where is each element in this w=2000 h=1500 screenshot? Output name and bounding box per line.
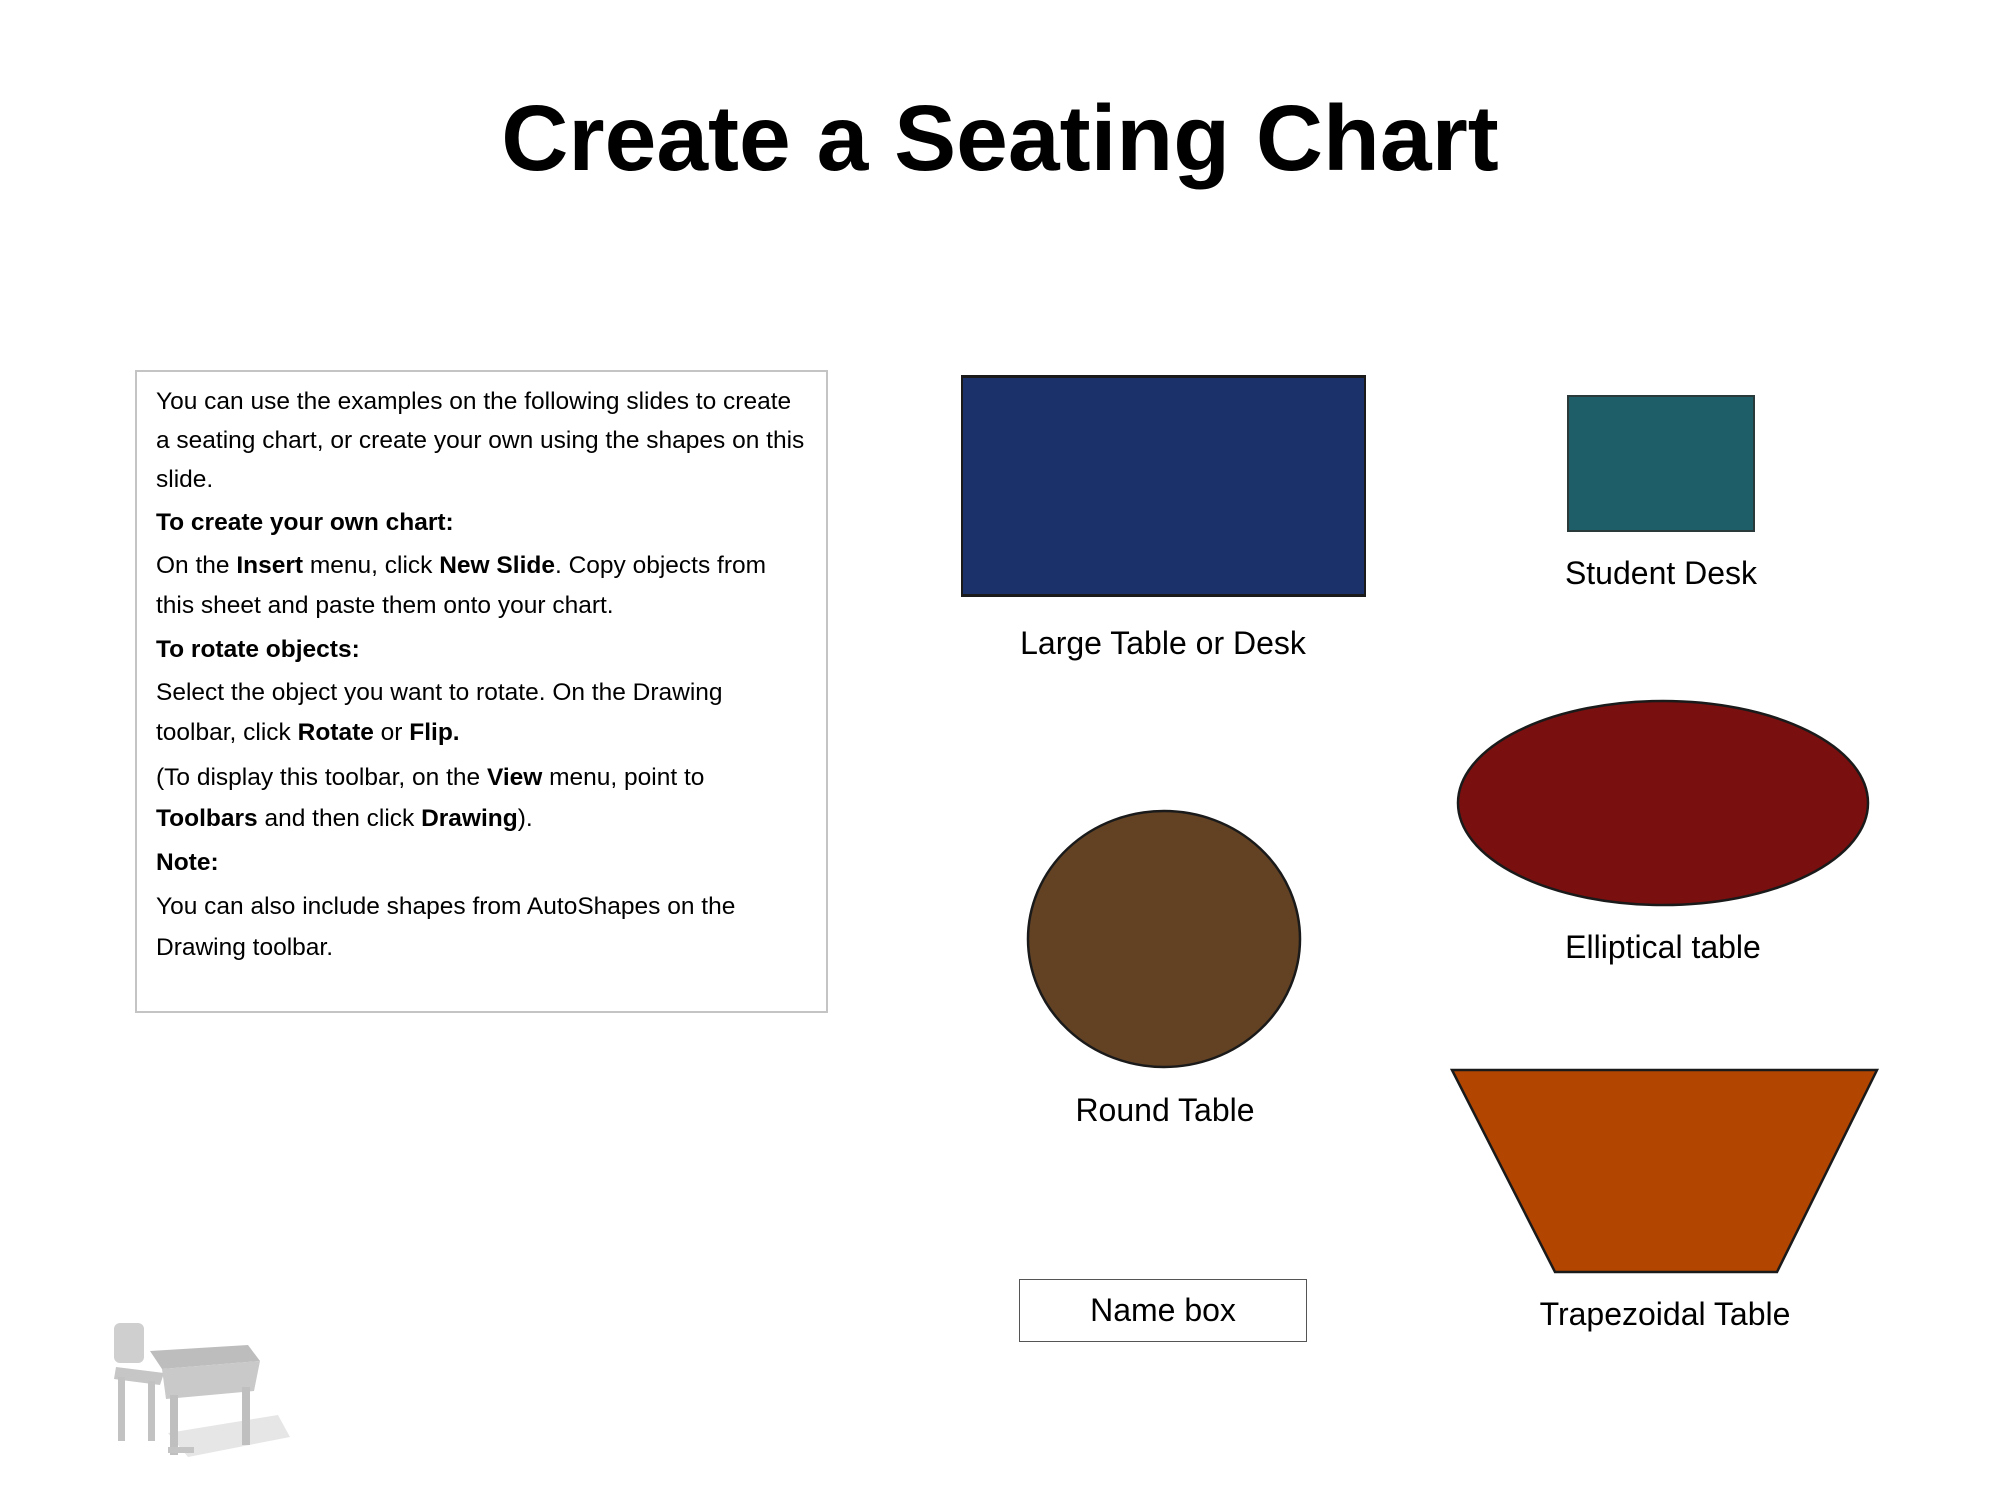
- large-table-shape[interactable]: [961, 375, 1366, 597]
- student-desk-label: Student Desk: [1564, 555, 1758, 591]
- slide-title: Create a Seating Chart: [501, 86, 1499, 190]
- intro-text: You can use the examples on the following slides to create a seating chart, or create your own using the shapes on this slide.: [156, 388, 805, 493]
- name-box-label: Name box: [1090, 1292, 1236, 1328]
- instructions-box: [135, 370, 828, 1013]
- rotate-text: Select the object you want to rotate. On the Drawing toolbar, click Rotate or Flip.: [156, 679, 723, 746]
- trapezoidal-table-label: Trapezoidal Table: [1539, 1296, 1791, 1332]
- round-table-label: Round Table: [1075, 1092, 1255, 1128]
- own-chart-heading: To create your own chart:: [156, 509, 454, 536]
- note-heading: Note:: [156, 849, 219, 876]
- name-box[interactable]: [1019, 1279, 1307, 1342]
- display-toolbar-text: (To display this toolbar, on the View menu, point to Toolbars and then click Drawing).: [156, 764, 705, 832]
- student-desk-shape[interactable]: [1567, 395, 1755, 532]
- note-text: You can also include shapes from AutoShapes on the Drawing toolbar.: [156, 893, 736, 961]
- large-table-label: Large Table or Desk: [1020, 625, 1306, 661]
- trapezoidal-table-shape[interactable]: [1450, 1068, 1880, 1274]
- elliptical-table-label: Elliptical table: [1565, 929, 1761, 965]
- elliptical-table-shape[interactable]: [1455, 698, 1871, 908]
- own-chart-text: On the Insert menu, click New Slide. Copy objects from this sheet and paste them onto your chart.: [156, 552, 767, 619]
- school-desk-chair-icon: [108, 1315, 293, 1465]
- round-table-shape[interactable]: [1025, 808, 1303, 1070]
- rotate-heading: To rotate objects:: [156, 636, 360, 663]
